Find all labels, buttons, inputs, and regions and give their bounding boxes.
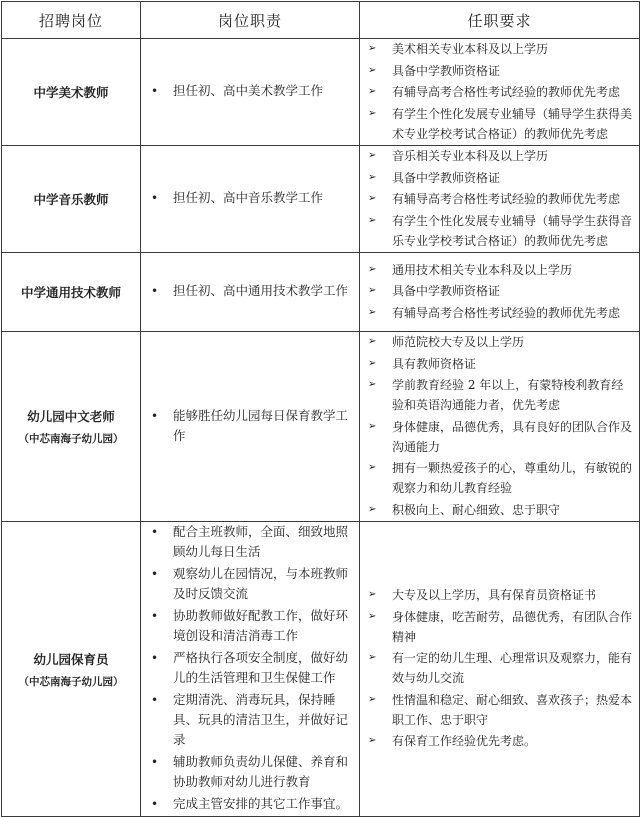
requirement-item: ➢ 有辅导高考合格性考试经验的教师优先考虑 xyxy=(360,82,639,102)
position-subtitle: （中芯南海子幼儿园） xyxy=(18,675,124,688)
table-row xyxy=(2,332,640,522)
duties-cell xyxy=(141,522,360,817)
position-cell xyxy=(2,253,141,332)
requirements-cell xyxy=(360,522,640,817)
requirements-cell xyxy=(360,39,640,146)
header-row xyxy=(2,2,640,39)
duties-cell xyxy=(141,253,360,332)
table-row xyxy=(2,253,640,332)
requirement-item: ➢ 音乐相关专业本科及以上学历 xyxy=(360,146,639,166)
requirement-item: ➢ 具备中学教师资格证 xyxy=(360,168,639,188)
position-title: 中学音乐教师 xyxy=(33,192,109,207)
requirement-item: ➢ 大专及以上学历，具有保育员资格证书 xyxy=(360,585,639,605)
position-title: 中学通用技术教师 xyxy=(20,285,121,300)
requirement-item: ➢ 有学生个性化发展专业辅导（辅导学生获得音乐专业学校考试合格证）的教师优先考虑 xyxy=(360,211,639,251)
position-title: 幼儿园中文老师 xyxy=(27,409,115,424)
recruitment-table xyxy=(1,1,640,817)
position-cell xyxy=(2,39,141,146)
requirement-item: ➢ 积极向上、耐心细致、忠于职守 xyxy=(360,500,639,520)
requirement-item: ➢ 有辅导高考合格性考试经验的教师优先考虑 xyxy=(360,189,639,209)
header-duties: 岗位职责 xyxy=(141,2,360,39)
position-cell xyxy=(2,522,141,817)
requirement-item: ➢ 有辅导高考合格性考试经验的教师优先考虑 xyxy=(360,303,639,323)
duties-cell xyxy=(141,39,360,146)
duty-item: • 能够胜任幼儿园每日保育教学工作 xyxy=(141,406,359,446)
requirement-item: ➢ 通用技术相关专业本科及以上学历 xyxy=(360,260,639,280)
duty-item: • 担任初、高中通用技术教学工作 xyxy=(141,281,359,301)
duty-item: • 担任初、高中美术教学工作 xyxy=(141,81,359,101)
requirement-item: ➢ 有保育工作经验优先考虑。 xyxy=(360,731,639,751)
duty-item: • 观察幼儿在园情况，与本班教师及时反馈交流 xyxy=(141,564,359,604)
table-row xyxy=(2,522,640,817)
duties-cell xyxy=(141,146,360,253)
position-cell xyxy=(2,146,141,253)
requirement-item: ➢ 有学生个性化发展专业辅导（辅导学生获得美术专业学校考试合格证）的教师优先考虑 xyxy=(360,104,639,144)
requirement-item: ➢ 身体健康，品德优秀，具有良好的团队合作及沟通能力 xyxy=(360,417,639,457)
position-subtitle: （中芯南海子幼儿园） xyxy=(18,433,124,445)
header-requirements: 任职要求 xyxy=(360,2,640,39)
requirements-cell xyxy=(360,146,640,253)
requirement-item: ➢ 具备中学教师资格证 xyxy=(360,281,639,301)
duty-item: • 担任初、高中音乐教学工作 xyxy=(141,188,359,208)
duty-item: • 辅助教师负责幼儿保健、养育和协助教师对幼儿进行教育 xyxy=(141,752,359,792)
requirements-cell xyxy=(360,253,640,332)
requirements-cell xyxy=(360,332,640,522)
requirement-item: ➢ 有一定的幼儿生理、心理常识及观察力，能有效与幼儿交流 xyxy=(360,648,639,688)
duty-item: • 严格执行各项安全制度，做好幼儿的生活管理和卫生保健工作 xyxy=(141,648,359,688)
requirement-item: ➢ 具备中学教师资格证 xyxy=(360,61,639,81)
requirement-item: ➢ 身体健康，吃苦耐劳，品德优秀，有团队合作精神 xyxy=(360,607,639,647)
requirement-item: ➢ 具有教师资格证 xyxy=(360,354,639,374)
duty-item: • 定期清洗、消毒玩具，保持睡具、玩具的清洁卫生，并做好记录 xyxy=(141,690,359,750)
requirement-item: ➢ 学前教育经验 2 年以上，有蒙特梭利教育经验和英语沟通能力者，优先考虑 xyxy=(360,375,639,415)
duty-item: • 完成主管安排的其它工作事宜。 xyxy=(141,794,359,814)
header-position: 招聘岗位 xyxy=(2,2,141,39)
table-row xyxy=(2,39,640,146)
position-title: 幼儿园保育员 xyxy=(33,651,109,667)
table-row xyxy=(2,146,640,253)
duty-item: • 协助教师做好配教工作，做好环境创设和清洁消毒工作 xyxy=(141,606,359,646)
requirement-item: ➢ 美术相关专业本科及以上学历 xyxy=(360,39,639,59)
duty-item: • 配合主班教师，全面、细致地照顾幼儿每日生活 xyxy=(141,522,359,562)
duties-cell xyxy=(141,332,360,522)
requirement-item: ➢ 性情温和稳定、耐心细致、喜欢孩子；热爱本职工作、忠于职守 xyxy=(360,690,639,730)
position-cell xyxy=(2,332,141,522)
requirement-item: ➢ 拥有一颗热爱孩子的心，尊重幼儿，有敏锐的观察力和幼儿教育经验 xyxy=(360,458,639,498)
requirement-item: ➢ 师范院校大专及以上学历 xyxy=(360,332,639,352)
position-title: 中学美术教师 xyxy=(33,85,109,100)
